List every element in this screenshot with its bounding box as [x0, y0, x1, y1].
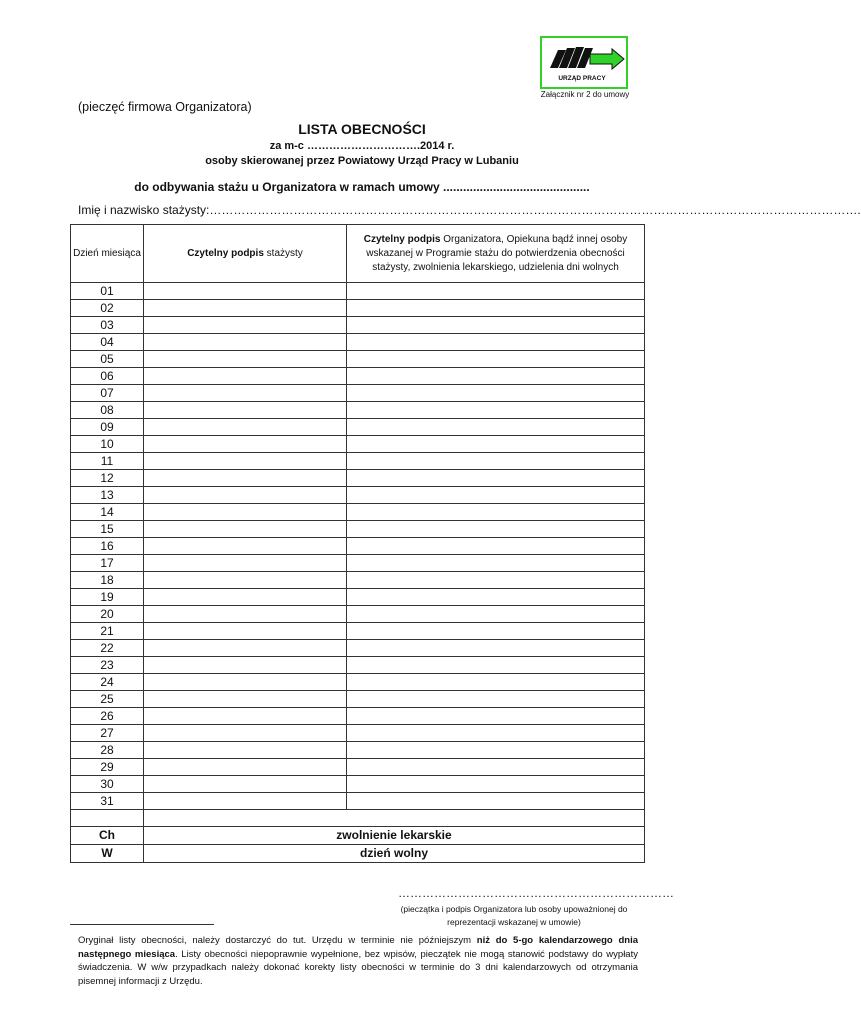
signature-line[interactable]: …………………………………………………………… [398, 886, 674, 900]
trainee-signature-cell[interactable] [144, 657, 347, 674]
organizer-signature-cell[interactable] [347, 623, 645, 640]
table-spacer-row [71, 810, 645, 827]
day-number: 05 [71, 351, 144, 368]
trainee-signature-cell[interactable] [144, 725, 347, 742]
header-org-rest: Organizatora, Opiekuna bądź innej osoby wskazanej w Programie stażu do potwierdzenia obecności stażysty, zwolnienia lekarskiego, udzielenia dni wolnych [366, 233, 628, 273]
legend-meaning: dzień wolny [144, 845, 645, 863]
day-number: 14 [71, 504, 144, 521]
trainee-signature-cell[interactable] [144, 470, 347, 487]
trainee-signature-cell[interactable] [144, 555, 347, 572]
table-row [71, 623, 645, 640]
table-row [71, 402, 645, 419]
table-row [71, 317, 645, 334]
header-trainee-rest: stażysty [263, 247, 303, 259]
spacer-cell [144, 810, 645, 827]
day-number: 13 [71, 487, 144, 504]
header-day-label: Dzień miesiąca [73, 247, 141, 259]
table-row [71, 470, 645, 487]
organizer-signature-cell[interactable] [347, 793, 645, 810]
table-row [71, 742, 645, 759]
table-row [71, 640, 645, 657]
organizer-signature-cell[interactable] [347, 317, 645, 334]
footnote-part2: szym [448, 935, 477, 946]
day-number: 11 [71, 453, 144, 470]
day-number: 29 [71, 759, 144, 776]
table-row [71, 674, 645, 691]
organizer-signature-cell[interactable] [347, 538, 645, 555]
table-row [71, 385, 645, 402]
trainee-signature-cell[interactable] [144, 317, 347, 334]
day-number: 20 [71, 606, 144, 623]
day-number: 04 [71, 334, 144, 351]
organizer-signature-cell[interactable] [347, 606, 645, 623]
subtitle-person: osoby skierowanej przez Powiatowy Urząd Pracy w Lubaniu [205, 155, 519, 167]
organizer-signature-cell[interactable] [347, 351, 645, 368]
organizer-signature-cell[interactable] [347, 555, 645, 572]
table-row [71, 606, 645, 623]
organizer-signature-cell[interactable] [347, 640, 645, 657]
attendance-table [70, 224, 645, 863]
legend-meaning: zwolnienie lekarskie [144, 827, 645, 845]
table-row [71, 538, 645, 555]
organizer-signature-cell[interactable] [347, 725, 645, 742]
table-row [71, 776, 645, 793]
trainee-signature-cell[interactable] [144, 708, 347, 725]
trainee-signature-cell[interactable] [144, 793, 347, 810]
day-number: 06 [71, 368, 144, 385]
trainee-signature-cell[interactable] [144, 368, 347, 385]
trainee-signature-cell[interactable] [144, 606, 347, 623]
trainee-signature-cell[interactable] [144, 419, 347, 436]
organizer-signature-cell[interactable] [347, 572, 645, 589]
day-number: 24 [71, 674, 144, 691]
day-number: 26 [71, 708, 144, 725]
day-number: 02 [71, 300, 144, 317]
footnote-part3: . Listy obecności niepoprawnie wypełnione, bez wpisów, pieczątek nie mogą stanowić podstawy do wypłaty świadczenia. W w/w przypadkach należy dokonać korekty listy obecności w terminie do 3 dni kalendarzowych od otrzymania pisemnej informacji z Urzędu. [78, 948, 638, 987]
organizer-signature-cell[interactable] [347, 708, 645, 725]
trainee-signature-cell[interactable] [144, 640, 347, 657]
organizer-signature-cell[interactable] [347, 300, 645, 317]
day-number: 22 [71, 640, 144, 657]
day-number: 30 [71, 776, 144, 793]
trainee-name-field[interactable]: Imię i nazwisko stażysty:………………………………………………………………………………………………………………………………………………. [78, 203, 861, 217]
day-number: 03 [71, 317, 144, 334]
table-row [71, 657, 645, 674]
annex-label: Załącznik nr 2 do umowy [540, 90, 630, 99]
organizer-signature-cell[interactable] [347, 402, 645, 419]
day-number: 16 [71, 538, 144, 555]
table-row [71, 759, 645, 776]
table-row [71, 334, 645, 351]
footnote-divider [70, 924, 214, 925]
table-row [71, 793, 645, 810]
day-number: 19 [71, 589, 144, 606]
table-row [71, 589, 645, 606]
trainee-signature-cell[interactable] [144, 776, 347, 793]
day-number: 08 [71, 402, 144, 419]
trainee-signature-cell[interactable] [144, 487, 347, 504]
header-org-bold: Czytelny podpis [363, 233, 441, 245]
subtitle-month: za m-c ………………………….2014 r. [269, 140, 455, 152]
trainee-signature-cell[interactable] [144, 385, 347, 402]
trainee-signature-cell[interactable] [144, 351, 347, 368]
table-row [71, 691, 645, 708]
page-title: LISTA OBECNOŚCI [298, 121, 426, 137]
table-row [71, 487, 645, 504]
day-number: 12 [71, 470, 144, 487]
organizer-signature-cell[interactable] [347, 470, 645, 487]
table-row [71, 555, 645, 572]
day-number: 09 [71, 419, 144, 436]
table-row [71, 504, 645, 521]
table-header-row [71, 225, 645, 283]
organizer-signature-cell[interactable] [347, 334, 645, 351]
table-row [71, 436, 645, 453]
organizer-signature-cell[interactable] [347, 521, 645, 538]
spacer-cell [71, 810, 144, 827]
table-row [71, 725, 645, 742]
table-row [71, 453, 645, 470]
day-number: 28 [71, 742, 144, 759]
trainee-signature-cell[interactable] [144, 453, 347, 470]
organizer-signature-cell[interactable] [347, 742, 645, 759]
trainee-signature-cell[interactable] [144, 300, 347, 317]
trainee-signature-cell[interactable] [144, 504, 347, 521]
organizer-signature-cell[interactable] [347, 657, 645, 674]
logo-urzad-pracy [540, 36, 628, 89]
organizer-signature-cell[interactable] [347, 436, 645, 453]
day-number: 10 [71, 436, 144, 453]
table-row [71, 300, 645, 317]
organizer-signature-cell[interactable] [347, 283, 645, 300]
legend-row [71, 845, 645, 863]
trainee-signature-cell[interactable] [144, 759, 347, 776]
organizer-signature-cell[interactable] [347, 453, 645, 470]
trainee-signature-cell[interactable] [144, 623, 347, 640]
table-row [71, 572, 645, 589]
table-row [71, 521, 645, 538]
day-number: 25 [71, 691, 144, 708]
header-trainee-signature [144, 225, 347, 283]
table-row [71, 283, 645, 300]
day-number: 21 [71, 623, 144, 640]
day-number: 27 [71, 725, 144, 742]
header-day [71, 225, 144, 283]
day-number: 01 [71, 283, 144, 300]
legend-code: W [71, 845, 144, 863]
trainee-signature-cell[interactable] [144, 674, 347, 691]
table-row [71, 368, 645, 385]
table-row [71, 708, 645, 725]
trainee-signature-cell[interactable] [144, 572, 347, 589]
legend-code: Ch [71, 827, 144, 845]
organizer-signature-cell[interactable] [347, 487, 645, 504]
organizer-signature-cell[interactable] [347, 419, 645, 436]
organizer-signature-cell[interactable] [347, 589, 645, 606]
trainee-signature-cell[interactable] [144, 589, 347, 606]
day-number: 07 [71, 385, 144, 402]
legend-row [71, 827, 645, 845]
organizer-signature-cell[interactable] [347, 674, 645, 691]
organizer-signature-cell[interactable] [347, 759, 645, 776]
trainee-signature-cell[interactable] [144, 521, 347, 538]
footnote-bold: niż do 5-go kalendarzowego dnia następnego miesiąca [78, 935, 638, 960]
day-number: 15 [71, 521, 144, 538]
signature-caption: (pieczątka i podpis Organizatora lub osoby upoważnionej do reprezentacji wskazanej w umowie) [400, 904, 628, 927]
header-organizer-signature [347, 225, 645, 283]
header-trainee-bold: Czytelny podpis [187, 247, 264, 259]
organizer-signature-cell[interactable] [347, 776, 645, 793]
trainee-signature-cell[interactable] [144, 334, 347, 351]
logo-text: URZĄD PRACY [558, 75, 606, 82]
footnote-part1: Oryginał listy obecności, należy dostarczyć do tut. Urzędu w terminie nie później [78, 935, 449, 946]
table-row [71, 351, 645, 368]
trainee-signature-cell[interactable] [144, 283, 347, 300]
footnote [78, 934, 638, 988]
day-number: 23 [71, 657, 144, 674]
organizer-signature-cell[interactable] [347, 504, 645, 521]
trainee-signature-cell[interactable] [144, 436, 347, 453]
day-number: 18 [71, 572, 144, 589]
organizer-signature-cell[interactable] [347, 691, 645, 708]
trainee-signature-cell[interactable] [144, 402, 347, 419]
logo-mark-icon [542, 38, 626, 87]
organizer-signature-cell[interactable] [347, 385, 645, 402]
trainee-signature-cell[interactable] [144, 691, 347, 708]
day-number: 17 [71, 555, 144, 572]
subtitle-contract: do odbywania stażu u Organizatora w ramach umowy ............................................ [134, 180, 590, 194]
stamp-label: (pieczęć firmowa Organizatora) [78, 100, 252, 114]
trainee-signature-cell[interactable] [144, 742, 347, 759]
day-number: 31 [71, 793, 144, 810]
table-row [71, 419, 645, 436]
organizer-signature-cell[interactable] [347, 368, 645, 385]
trainee-signature-cell[interactable] [144, 538, 347, 555]
